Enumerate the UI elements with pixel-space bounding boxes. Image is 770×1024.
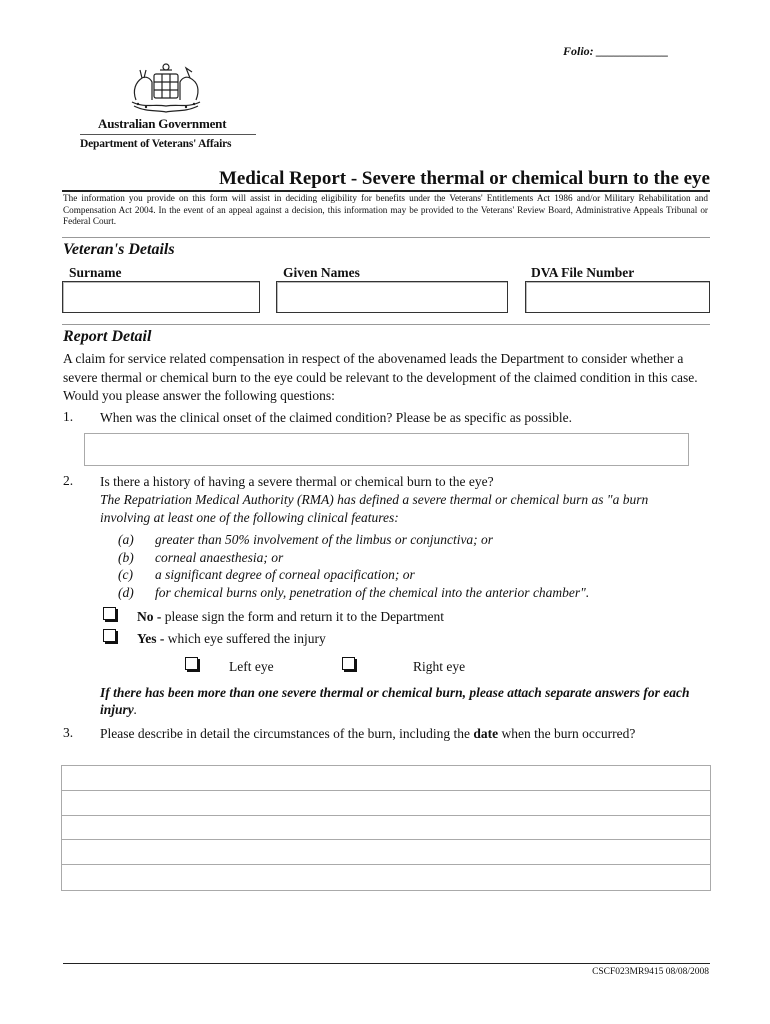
report-detail-heading: Report Detail	[63, 328, 152, 345]
question-3-number: 3.	[63, 725, 74, 740]
answer-line[interactable]	[62, 840, 710, 865]
veteran-details-heading: Veteran's Details	[63, 241, 175, 258]
header-divider	[80, 134, 256, 135]
given-names-field[interactable]	[276, 281, 508, 313]
answer-line[interactable]	[62, 766, 710, 791]
question-1-number: 1.	[63, 409, 74, 424]
question-3-text: Please describe in detail the circumstances of the burn, including the date when the burn occurred?	[100, 726, 636, 741]
title-divider	[62, 190, 710, 192]
question-1-answer-field[interactable]	[84, 433, 689, 466]
clinical-features-list	[118, 531, 589, 601]
dva-file-number-field[interactable]	[525, 281, 710, 313]
privacy-note: The information you provide on this form will assist in deciding eligibility for benefits under the Veterans' Entitlements Act 1986 and/or Military Rehabilitation and Compensation Act 2004. In the event of an appeal against a decision, this information may be provided to the Veterans' Review Board, Administrative Appeals Tribunal or Federal Court.	[63, 193, 708, 227]
left-eye-checkbox[interactable]	[185, 657, 198, 670]
no-checkbox[interactable]	[103, 607, 116, 620]
yes-checkbox[interactable]	[103, 629, 116, 642]
answer-line[interactable]	[62, 791, 710, 816]
given-names-label: Given Names	[283, 265, 360, 280]
folio-field: Folio: ____________	[563, 44, 669, 58]
answer-line[interactable]	[62, 816, 710, 841]
department-name: Department of Veterans' Affairs	[80, 138, 232, 150]
footer-divider	[63, 963, 710, 964]
no-option-label: No - please sign the form and return it to the Department	[137, 609, 445, 624]
feature-item-d: (d) for chemical burns only, penetration of the chemical into the anterior chamber".	[118, 584, 590, 600]
government-name: Australian Government	[98, 116, 227, 131]
section-divider	[62, 324, 710, 325]
question-1-text: When was the clinical onset of the claimed condition? Please be as specific as possible.	[100, 410, 572, 425]
answer-line[interactable]	[62, 865, 710, 890]
surname-field[interactable]	[62, 281, 260, 313]
feature-item-b: (b) corneal anaesthesia; or	[118, 549, 284, 565]
left-eye-label: Left eye	[229, 659, 274, 674]
coat-of-arms-logo	[124, 60, 208, 116]
right-eye-checkbox[interactable]	[342, 657, 355, 670]
right-eye-label: Right eye	[413, 659, 466, 674]
feature-item-c: (c) a significant degree of corneal opacification; or	[118, 567, 415, 582]
form-title: Medical Report - Severe thermal or chemical burn to the eye	[218, 168, 710, 189]
report-intro: A claim for service related compensation in respect of the abovenamed leads the Department to consider whether a severe thermal or chemical burn to the eye could be relevant to the development of the claimed condition in this case. Would you please answer the following questions:	[63, 351, 698, 403]
rma-definition: The Repatriation Medical Authority (RMA) has defined a severe thermal or chemical burn as "a burn involving at least one of the following clinical features:	[100, 492, 649, 525]
question-3-answer-area	[61, 765, 711, 891]
question-2-text: Is there a history of having a severe thermal or chemical burn to the eye?	[100, 474, 494, 489]
form-code: CSCF023MR9415 08/08/2008	[592, 967, 709, 977]
section-divider	[62, 237, 710, 238]
dva-file-number-label: DVA File Number	[531, 265, 635, 280]
question-2-number: 2.	[63, 473, 74, 488]
multiple-injury-note: If there has been more than one severe thermal or chemical burn, please attach separate answers for each injury.	[100, 685, 690, 717]
feature-item-a: (a) greater than 50% involvement of the limbus or conjunctiva; or	[118, 532, 494, 547]
yes-option-label: Yes - which eye suffered the injury	[137, 631, 326, 646]
surname-label: Surname	[69, 265, 122, 280]
